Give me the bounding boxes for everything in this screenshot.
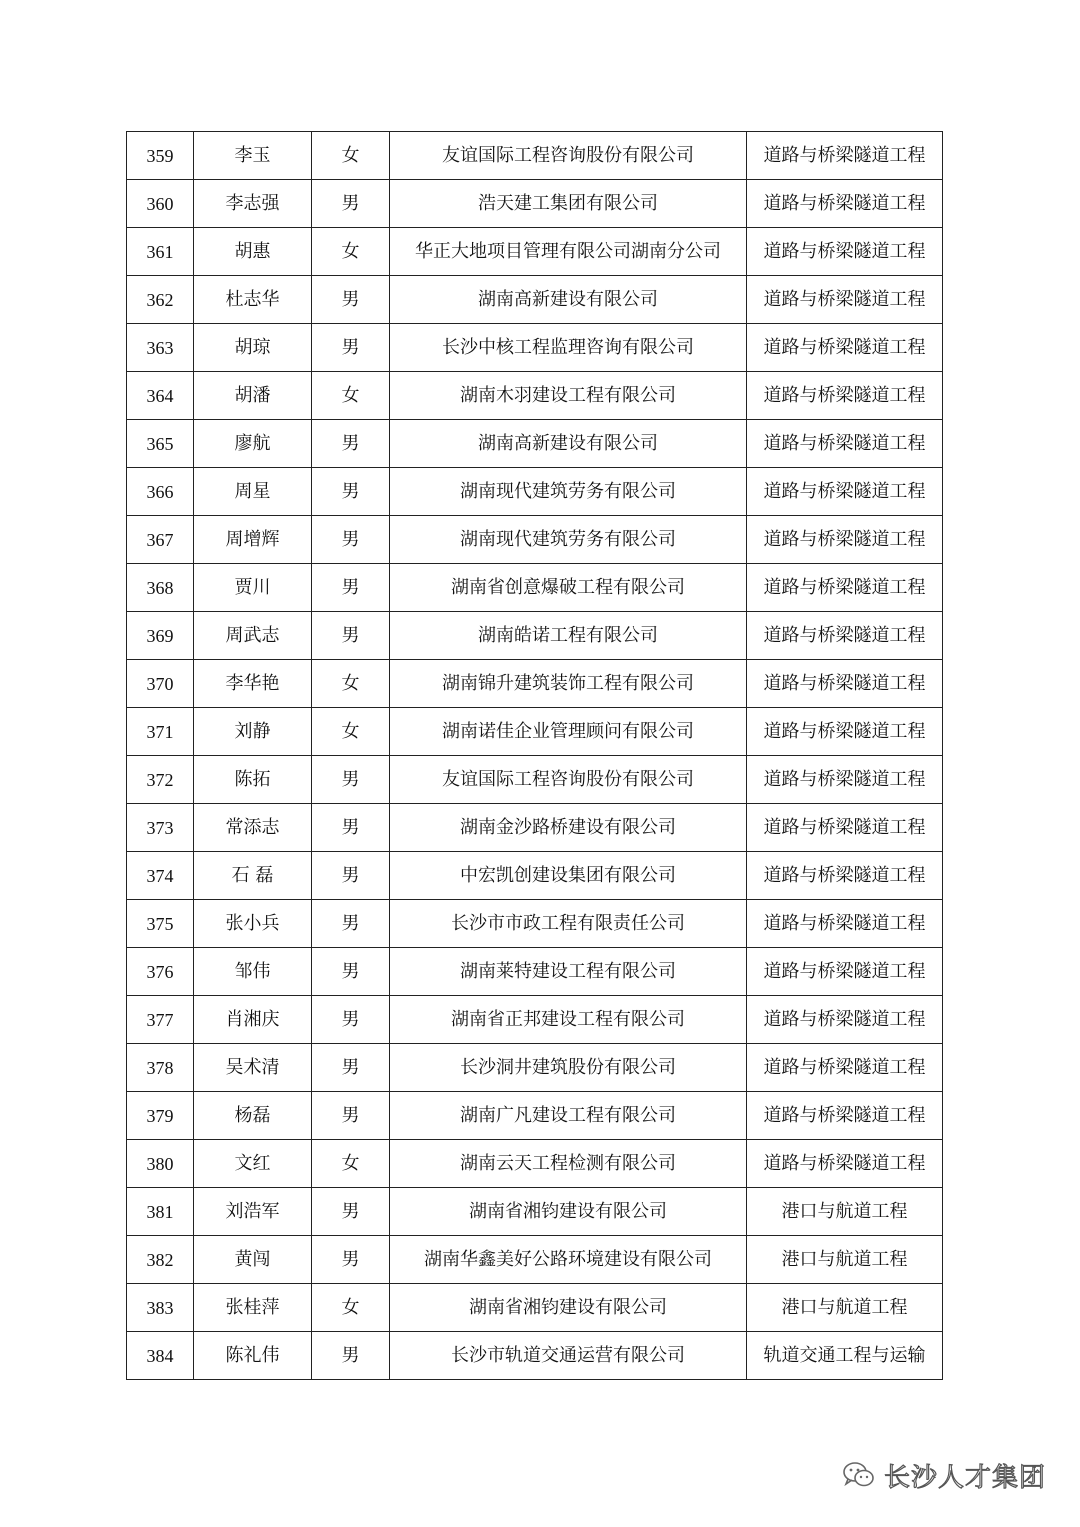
cell-company: 湖南省创意爆破工程有限公司 (390, 564, 747, 612)
cell-gender: 男 (312, 276, 390, 324)
cell-major: 道路与桥梁隧道工程 (747, 612, 943, 660)
cell-company: 长沙市市政工程有限责任公司 (390, 900, 747, 948)
cell-number: 367 (127, 516, 194, 564)
cell-name: 张小兵 (194, 900, 312, 948)
cell-number: 360 (127, 180, 194, 228)
table-row (127, 996, 943, 1044)
cell-name: 周星 (194, 468, 312, 516)
cell-major: 道路与桥梁隧道工程 (747, 1092, 943, 1140)
table-row (127, 1332, 943, 1380)
cell-name: 杜志华 (194, 276, 312, 324)
cell-number: 381 (127, 1188, 194, 1236)
cell-number: 376 (127, 948, 194, 996)
table-row (127, 132, 943, 180)
cell-gender: 男 (312, 324, 390, 372)
cell-name: 胡潘 (194, 372, 312, 420)
cell-major: 道路与桥梁隧道工程 (747, 276, 943, 324)
cell-company: 湖南云天工程检测有限公司 (390, 1140, 747, 1188)
cell-major: 道路与桥梁隧道工程 (747, 180, 943, 228)
table-row (127, 1284, 943, 1332)
cell-number: 377 (127, 996, 194, 1044)
cell-gender: 男 (312, 516, 390, 564)
cell-company: 浩天建工集团有限公司 (390, 180, 747, 228)
cell-gender: 女 (312, 372, 390, 420)
table-row (127, 516, 943, 564)
cell-major: 道路与桥梁隧道工程 (747, 420, 943, 468)
cell-name: 常添志 (194, 804, 312, 852)
cell-major: 道路与桥梁隧道工程 (747, 1044, 943, 1092)
cell-gender: 男 (312, 180, 390, 228)
cell-company: 湖南锦升建筑装饰工程有限公司 (390, 660, 747, 708)
cell-gender: 男 (312, 1332, 390, 1380)
cell-name: 胡琼 (194, 324, 312, 372)
cell-name: 张桂萍 (194, 1284, 312, 1332)
table-row (127, 804, 943, 852)
cell-gender: 男 (312, 420, 390, 468)
table-row (127, 1140, 943, 1188)
table-row (127, 324, 943, 372)
cell-gender: 男 (312, 1092, 390, 1140)
cell-company: 湖南现代建筑劳务有限公司 (390, 516, 747, 564)
table-row (127, 900, 943, 948)
cell-gender: 女 (312, 132, 390, 180)
cell-company: 湖南省湘钧建设有限公司 (390, 1188, 747, 1236)
cell-number: 370 (127, 660, 194, 708)
cell-major: 道路与桥梁隧道工程 (747, 948, 943, 996)
cell-gender: 男 (312, 852, 390, 900)
cell-number: 359 (127, 132, 194, 180)
cell-major: 道路与桥梁隧道工程 (747, 1140, 943, 1188)
cell-gender: 女 (312, 1284, 390, 1332)
cell-name: 黄闯 (194, 1236, 312, 1284)
cell-major: 道路与桥梁隧道工程 (747, 468, 943, 516)
cell-company: 华正大地项目管理有限公司湖南分公司 (390, 228, 747, 276)
cell-name: 石 磊 (194, 852, 312, 900)
cell-company: 湖南高新建设有限公司 (390, 420, 747, 468)
table-row (127, 1188, 943, 1236)
cell-major: 港口与航道工程 (747, 1236, 943, 1284)
cell-name: 邹伟 (194, 948, 312, 996)
table-row (127, 228, 943, 276)
cell-company: 友谊国际工程咨询股份有限公司 (390, 756, 747, 804)
cell-major: 道路与桥梁隧道工程 (747, 996, 943, 1044)
cell-number: 379 (127, 1092, 194, 1140)
cell-company: 湖南木羽建设工程有限公司 (390, 372, 747, 420)
cell-number: 383 (127, 1284, 194, 1332)
cell-company: 长沙洞井建筑股份有限公司 (390, 1044, 747, 1092)
wechat-icon (842, 1460, 876, 1490)
cell-gender: 男 (312, 564, 390, 612)
cell-name: 刘浩军 (194, 1188, 312, 1236)
cell-name: 杨磊 (194, 1092, 312, 1140)
cell-company: 湖南莱特建设工程有限公司 (390, 948, 747, 996)
cell-company: 中宏凯创建设集团有限公司 (390, 852, 747, 900)
cell-company: 友谊国际工程咨询股份有限公司 (390, 132, 747, 180)
cell-company: 湖南诺佳企业管理顾问有限公司 (390, 708, 747, 756)
cell-major: 道路与桥梁隧道工程 (747, 324, 943, 372)
cell-gender: 男 (312, 612, 390, 660)
cell-major: 道路与桥梁隧道工程 (747, 372, 943, 420)
cell-name: 陈礼伟 (194, 1332, 312, 1380)
cell-gender: 男 (312, 948, 390, 996)
cell-major: 道路与桥梁隧道工程 (747, 132, 943, 180)
cell-major: 港口与航道工程 (747, 1284, 943, 1332)
roster-table (126, 131, 943, 1380)
cell-number: 375 (127, 900, 194, 948)
table-row (127, 612, 943, 660)
watermark (842, 1455, 1046, 1495)
table-row (127, 1236, 943, 1284)
cell-number: 374 (127, 852, 194, 900)
cell-company: 湖南高新建设有限公司 (390, 276, 747, 324)
cell-number: 365 (127, 420, 194, 468)
cell-name: 胡惠 (194, 228, 312, 276)
cell-company: 长沙市轨道交通运营有限公司 (390, 1332, 747, 1380)
table-row (127, 420, 943, 468)
table-row (127, 660, 943, 708)
cell-gender: 女 (312, 1140, 390, 1188)
table-row (127, 276, 943, 324)
cell-gender: 女 (312, 708, 390, 756)
table-row (127, 1092, 943, 1140)
cell-major: 道路与桥梁隧道工程 (747, 900, 943, 948)
cell-major: 道路与桥梁隧道工程 (747, 756, 943, 804)
cell-major: 港口与航道工程 (747, 1188, 943, 1236)
table-row (127, 708, 943, 756)
table-row (127, 1044, 943, 1092)
cell-name: 廖航 (194, 420, 312, 468)
cell-name: 贾川 (194, 564, 312, 612)
cell-major: 道路与桥梁隧道工程 (747, 660, 943, 708)
cell-name: 周增辉 (194, 516, 312, 564)
cell-company: 湖南现代建筑劳务有限公司 (390, 468, 747, 516)
watermark-text: 长沙人才集团 (884, 1462, 1047, 1493)
cell-company: 湖南华鑫美好公路环境建设有限公司 (390, 1236, 747, 1284)
table-row (127, 564, 943, 612)
cell-number: 384 (127, 1332, 194, 1380)
table-row (127, 468, 943, 516)
cell-major: 道路与桥梁隧道工程 (747, 804, 943, 852)
cell-company: 湖南皓诺工程有限公司 (390, 612, 747, 660)
table-row (127, 948, 943, 996)
cell-name: 李玉 (194, 132, 312, 180)
roster-table-body (127, 132, 943, 1380)
cell-name: 陈拓 (194, 756, 312, 804)
cell-number: 366 (127, 468, 194, 516)
cell-gender: 男 (312, 996, 390, 1044)
table-row (127, 852, 943, 900)
cell-gender: 男 (312, 1044, 390, 1092)
cell-gender: 男 (312, 468, 390, 516)
table-row (127, 756, 943, 804)
cell-company: 湖南广凡建设工程有限公司 (390, 1092, 747, 1140)
cell-name: 吴术清 (194, 1044, 312, 1092)
cell-number: 363 (127, 324, 194, 372)
cell-company: 湖南金沙路桥建设有限公司 (390, 804, 747, 852)
cell-number: 372 (127, 756, 194, 804)
cell-major: 道路与桥梁隧道工程 (747, 564, 943, 612)
cell-gender: 男 (312, 1236, 390, 1284)
cell-major: 道路与桥梁隧道工程 (747, 708, 943, 756)
cell-major: 道路与桥梁隧道工程 (747, 516, 943, 564)
cell-company: 湖南省正邦建设工程有限公司 (390, 996, 747, 1044)
cell-gender: 女 (312, 228, 390, 276)
cell-number: 380 (127, 1140, 194, 1188)
cell-major: 道路与桥梁隧道工程 (747, 852, 943, 900)
cell-gender: 男 (312, 804, 390, 852)
cell-number: 369 (127, 612, 194, 660)
cell-number: 371 (127, 708, 194, 756)
cell-gender: 男 (312, 756, 390, 804)
cell-name: 李华艳 (194, 660, 312, 708)
cell-name: 肖湘庆 (194, 996, 312, 1044)
cell-number: 378 (127, 1044, 194, 1092)
cell-name: 李志强 (194, 180, 312, 228)
cell-company: 长沙中核工程监理咨询有限公司 (390, 324, 747, 372)
cell-number: 361 (127, 228, 194, 276)
cell-name: 刘静 (194, 708, 312, 756)
cell-number: 373 (127, 804, 194, 852)
cell-gender: 男 (312, 900, 390, 948)
cell-number: 364 (127, 372, 194, 420)
cell-number: 362 (127, 276, 194, 324)
cell-number: 368 (127, 564, 194, 612)
cell-major: 轨道交通工程与运输 (747, 1332, 943, 1380)
table-row (127, 180, 943, 228)
cell-number: 382 (127, 1236, 194, 1284)
cell-company: 湖南省湘钧建设有限公司 (390, 1284, 747, 1332)
cell-gender: 女 (312, 660, 390, 708)
cell-major: 道路与桥梁隧道工程 (747, 228, 943, 276)
cell-name: 周武志 (194, 612, 312, 660)
cell-gender: 男 (312, 1188, 390, 1236)
table-row (127, 372, 943, 420)
cell-name: 文红 (194, 1140, 312, 1188)
